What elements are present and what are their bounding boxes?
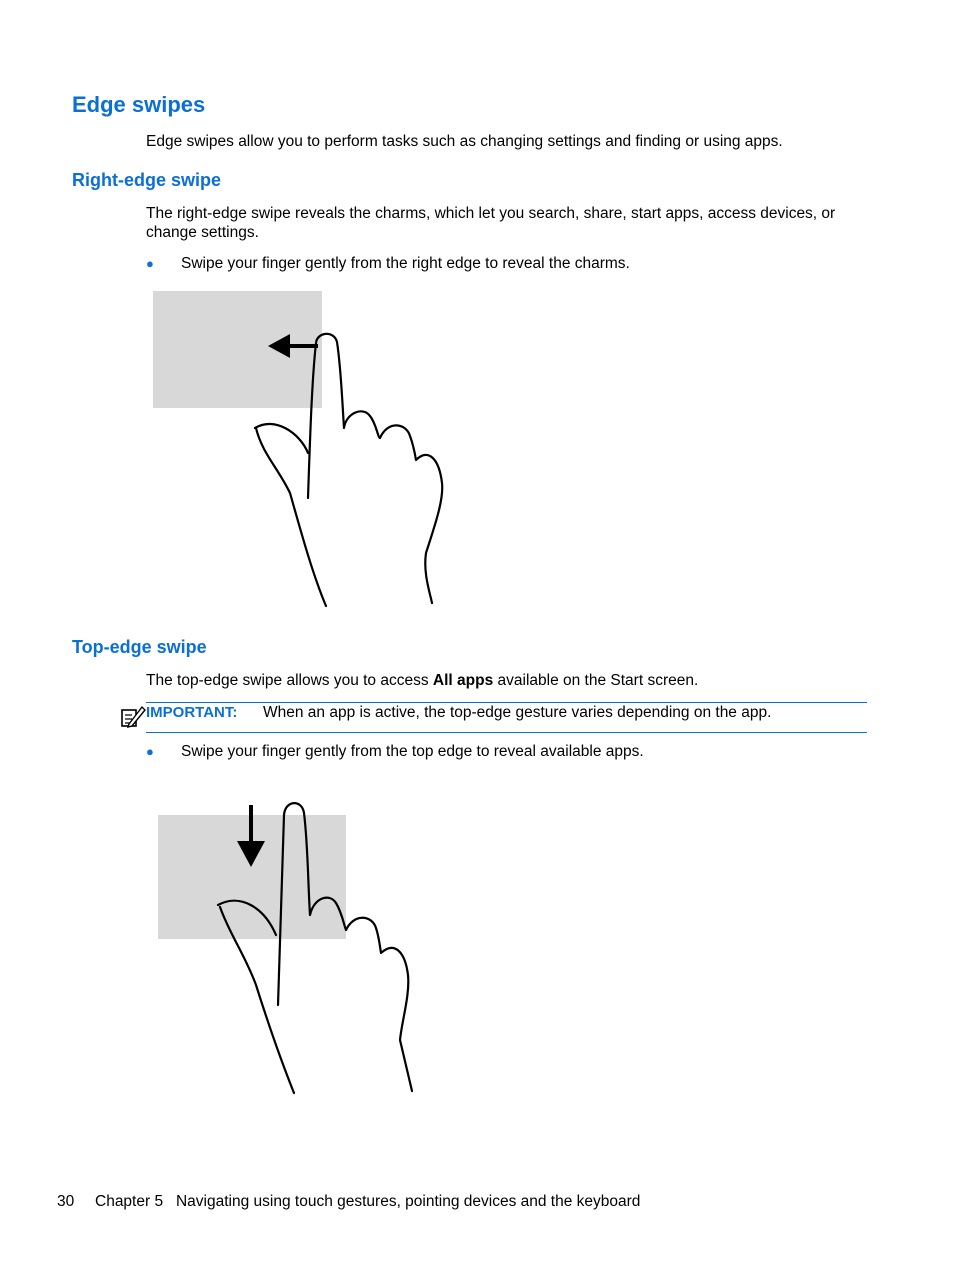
section-heading-top-edge: Top-edge swipe xyxy=(72,637,207,657)
right-edge-swipe-illustration xyxy=(150,288,450,613)
top-edge-bullet: Swipe your finger gently from the top edge to reveal available apps. xyxy=(181,743,644,760)
bullet-marker: ● xyxy=(146,744,154,759)
page-title: Edge swipes xyxy=(72,92,206,117)
right-edge-paragraph: The right-edge swipe reveals the charms, which let you search, share, start apps, access devices, or change settings. xyxy=(146,205,836,241)
page-number: 30 xyxy=(57,1193,75,1210)
top-edge-paragraph: The top-edge swipe allows you to access All apps available on the Start screen. xyxy=(146,672,699,689)
important-label: IMPORTANT: xyxy=(146,704,238,721)
important-bottom-rule xyxy=(146,732,867,733)
screen-area xyxy=(153,291,322,408)
section-heading-right-edge: Right-edge swipe xyxy=(72,170,222,190)
right-edge-bullet: Swipe your finger gently from the right edge to reveal the charms. xyxy=(181,255,630,272)
note-pencil-icon xyxy=(120,704,146,728)
important-text: When an app is active, the top-edge gesture varies depending on the app. xyxy=(263,704,772,721)
top-edge-swipe-illustration xyxy=(150,795,440,1105)
bullet-marker: ● xyxy=(146,256,154,271)
chapter-footer: Chapter 5 Navigating using touch gestures, pointing devices and the keyboard xyxy=(95,1193,641,1210)
intro-paragraph: Edge swipes allow you to perform tasks such as changing settings and finding or using apps. xyxy=(146,133,783,150)
